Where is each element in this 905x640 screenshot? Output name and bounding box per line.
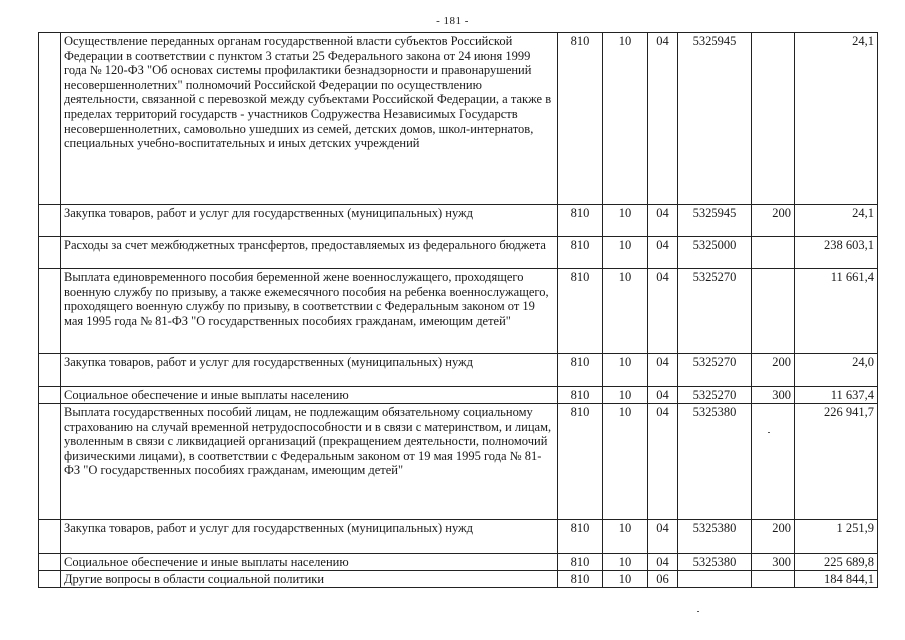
target-article-cell: 5325270 [678, 269, 752, 354]
section-code-cell: 10 [603, 205, 648, 237]
amount-cell: 24,1 [795, 33, 878, 205]
target-article-cell: 5325380 [678, 554, 752, 571]
table-row [39, 404, 878, 520]
section-code-cell: 10 [603, 269, 648, 354]
target-article-cell: 5325380 [678, 520, 752, 554]
target-article-cell: 5325270 [678, 387, 752, 404]
table-row [39, 571, 878, 588]
section-code-cell: 10 [603, 237, 648, 269]
target-article-cell: 5325945 [678, 33, 752, 205]
section-code-cell: 10 [603, 387, 648, 404]
amount-cell: 24,0 [795, 354, 878, 387]
subsection-code-cell: 04 [648, 205, 678, 237]
target-article-cell: 5325270 [678, 354, 752, 387]
amount-cell: 226 941,7 [795, 404, 878, 520]
description-cell: Осуществление переданных органам государственной власти субъектов Российской Федерации в соответствии с пунктом 3 статьи 25 Федерального закона от 24 июня 1999 года № 120-ФЗ "Об основах системы профилактики безнадзорности и правонарушений несовершеннолетних" полномочий Российской Федерации по осуществлению деятельности, связанной с перевозкой между субъектами Российской Федерации, а также в пределах территорий государств - участников Содружества Независимых Государств несовершеннолетних, самовольно ушедших из семей, детских домов, школ-интернатов, специальных учебно-воспитательных и иных детских учреждений [61, 33, 558, 205]
table-row [39, 387, 878, 404]
target-article-cell [678, 571, 752, 588]
target-article-cell: 5325000 [678, 237, 752, 269]
table-row [39, 205, 878, 237]
expense-type-cell: 200 [752, 520, 795, 554]
subsection-code-cell: 04 [648, 520, 678, 554]
scan-speck [697, 611, 699, 612]
row-marker-cell [39, 571, 61, 588]
row-marker-cell [39, 354, 61, 387]
row-marker-cell [39, 387, 61, 404]
section-code-cell: 10 [603, 554, 648, 571]
table-row [39, 237, 878, 269]
subsection-code-cell: 04 [648, 387, 678, 404]
row-marker-cell [39, 237, 61, 269]
ministry-code-cell: 810 [558, 571, 603, 588]
row-marker-cell [39, 404, 61, 520]
row-marker-cell [39, 33, 61, 205]
ministry-code-cell: 810 [558, 33, 603, 205]
expense-type-cell: 200 [752, 205, 795, 237]
subsection-code-cell: 04 [648, 269, 678, 354]
description-cell: Закупка товаров, работ и услуг для государственных (муниципальных) нужд [61, 520, 558, 554]
subsection-code-cell: 04 [648, 237, 678, 269]
target-article-cell: 5325945 [678, 205, 752, 237]
section-code-cell: 10 [603, 404, 648, 520]
amount-cell: 238 603,1 [795, 237, 878, 269]
expense-type-cell [752, 237, 795, 269]
amount-cell: 184 844,1 [795, 571, 878, 588]
page-number: - 181 - [436, 15, 469, 27]
description-cell: Расходы за счет межбюджетных трансфертов, предоставляемых из федерального бюджета [61, 237, 558, 269]
table-row [39, 269, 878, 354]
expense-type-cell [752, 404, 795, 520]
expense-type-cell: 300 [752, 554, 795, 571]
ministry-code-cell: 810 [558, 237, 603, 269]
ministry-code-cell: 810 [558, 404, 603, 520]
row-marker-cell [39, 269, 61, 354]
ministry-code-cell: 810 [558, 520, 603, 554]
subsection-code-cell: 04 [648, 404, 678, 520]
section-code-cell: 10 [603, 571, 648, 588]
amount-cell: 24,1 [795, 205, 878, 237]
description-cell: Закупка товаров, работ и услуг для государственных (муниципальных) нужд [61, 205, 558, 237]
amount-cell: 11 637,4 [795, 387, 878, 404]
ministry-code-cell: 810 [558, 354, 603, 387]
ministry-code-cell: 810 [558, 554, 603, 571]
section-code-cell: 10 [603, 520, 648, 554]
subsection-code-cell: 06 [648, 571, 678, 588]
row-marker-cell [39, 205, 61, 237]
ministry-code-cell: 810 [558, 205, 603, 237]
subsection-code-cell: 04 [648, 33, 678, 205]
amount-cell: 1 251,9 [795, 520, 878, 554]
scan-speck [768, 432, 770, 433]
table-row [39, 520, 878, 554]
description-cell: Социальное обеспечение и иные выплаты населению [61, 554, 558, 571]
section-code-cell: 10 [603, 354, 648, 387]
description-cell: Выплата государственных пособий лицам, не подлежащим обязательному социальному страхованию на случай временной нетрудоспособности и в связи с материнством, и лицам, уволенным в связи с ликвидацией организаций (прекращением деятельности, полномочий физическими лицами), в соответствии с Федеральным законом от 19 мая 1995 года № 81-ФЗ "О государственных пособиях гражданам, имеющим детей" [61, 404, 558, 520]
amount-cell: 225 689,8 [795, 554, 878, 571]
amount-cell: 11 661,4 [795, 269, 878, 354]
expense-type-cell: 200 [752, 354, 795, 387]
ministry-code-cell: 810 [558, 387, 603, 404]
expense-type-cell [752, 33, 795, 205]
row-marker-cell [39, 520, 61, 554]
section-code-cell: 10 [603, 33, 648, 205]
table-row [39, 33, 878, 205]
table-row [39, 354, 878, 387]
description-cell: Другие вопросы в области социальной политики [61, 571, 558, 588]
ministry-code-cell: 810 [558, 269, 603, 354]
expense-type-cell [752, 571, 795, 588]
expense-type-cell: 300 [752, 387, 795, 404]
description-cell: Социальное обеспечение и иные выплаты населению [61, 387, 558, 404]
table-row [39, 554, 878, 571]
budget-table [38, 32, 878, 588]
target-article-cell: 5325380 [678, 404, 752, 520]
expense-type-cell [752, 269, 795, 354]
subsection-code-cell: 04 [648, 554, 678, 571]
row-marker-cell [39, 554, 61, 571]
subsection-code-cell: 04 [648, 354, 678, 387]
description-cell: Закупка товаров, работ и услуг для государственных (муниципальных) нужд [61, 354, 558, 387]
description-cell: Выплата единовременного пособия беременной жене военнослужащего, проходящего военную службу по призыву, а также ежемесячного пособия на ребенка военнослужащего, проходящего военную службу по призыву, в соответствии с Федеральным законом от 19 мая 1995 года № 81-ФЗ "О государственных пособиях гражданам, имеющим детей" [61, 269, 558, 354]
